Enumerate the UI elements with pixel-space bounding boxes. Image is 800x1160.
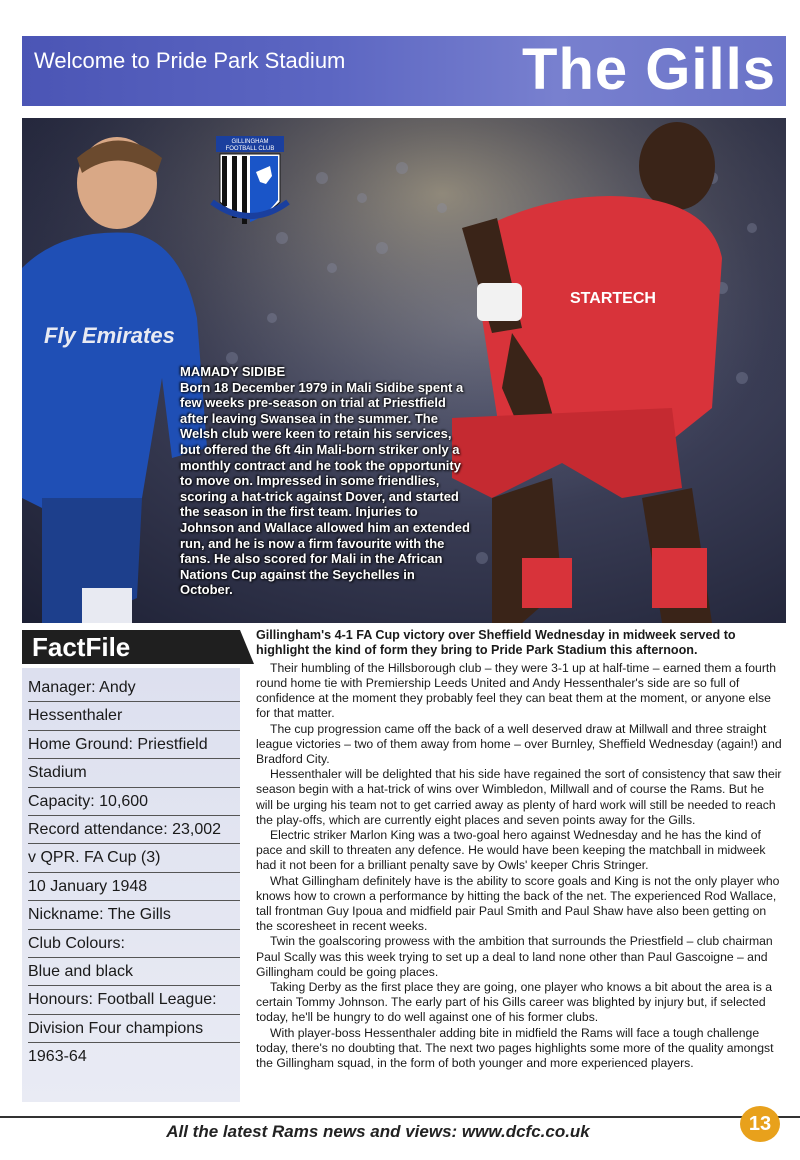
caption-player-name: MAMADY SIDIBE	[180, 364, 286, 379]
footer-rule	[0, 1116, 800, 1118]
article-paragraph: What Gillingham definitely have is the ability to score goals and King is not the only player who knows how to crown a performance by hitting the back of the net. The experienced Rod Wallace, tall frontman Guy Ipoua and midfield pair Paul Smith and Paul Shaw have also been getting on the scoresheet in recent weeks.	[256, 873, 780, 934]
article-paragraph: Electric striker Marlon King was a two-goal hero against Wednesday and he has the kind of pace and skill to threaten any defence. He would have been keeping the matchball in midweek had it not been for a brilliant penalty save by Owls' keeper Chris Stringer.	[256, 828, 766, 873]
right-shirt-sponsor: STARTECH	[570, 290, 656, 307]
article-paragraph: Their humbling of the Hillsborough club – they were 3-1 up at half-time – earned them a fourth round home tie with Premiership Leeds United and Andy Hessenthaler's side are so full of confidence at the moment they probably feel they can beat them at the moment, or anyone else for that matter.	[256, 660, 777, 721]
page-number-badge: 13	[740, 1106, 780, 1142]
factfile-line: Stadium	[28, 759, 240, 787]
header-banner	[22, 36, 786, 106]
factfile-line: Capacity: 10,600	[28, 788, 240, 816]
gillingham-crest-icon	[210, 132, 290, 242]
caption-text: Born 18 December 1979 in Mali Sidibe spent a few weeks pre-season on trial at Priestfield after leaving Swansea in the summer. The Welsh club were keen to retain his services, but offered the 6ft 4in Mali-born striker only a monthly contract and he took the opportunity to move on. Impressed in some friendlies, scoring a hat-trick against Dover, and started the season in the first team. Injuries to Johnson and Wallace allowed him an extended run, and he is now a firm favourite with the fans. He also scored for Mali in the African Nations Cup against the Seychelles in October.	[180, 379, 470, 598]
match-photo	[22, 118, 786, 623]
svg-text:GILLINGHAM: GILLINGHAM	[231, 139, 269, 145]
article-paragraph: The cup progression came off the back of a well deserved draw at Millwall and three straight league victories – two of them away from home – over Burnley, Sheffield Wednesday (again!) and Bradford City.	[256, 721, 782, 767]
article-paragraph: Hessenthaler will be delighted that his side have regained the sort of consistency that saw their season begin with a hat-trick of wins over Wimbledon, Millwall and of course the Rams. But he will be urging his team not to get carried away as plenty of hard work will still be needed to reach the play-offs, which are currently eight places and seven points away for the Gills.	[256, 767, 782, 827]
footer-text: All the latest Rams news and views: www.dcfc.co.uk	[166, 1122, 590, 1141]
article-paragraph: With player-boss Hessenthaler adding bite in midfield the Rams will face a tough challenge today, there's no doubting that. The next two pages highlights some more of the quality amongst the Gillingham squad, in the form of both younger and more experienced players.	[256, 1025, 774, 1071]
photo-caption	[180, 364, 470, 598]
factfile-line: Record attendance: 23,002	[28, 816, 240, 844]
article-intro: Gillingham's 4-1 FA Cup victory over Sheffield Wednesday in midweek served to highlight the kind of form they bring to Pride Park Stadium this afternoon.	[256, 628, 736, 658]
article-paragraph: Taking Derby as the first place they are going, one player who knows a bit about the area is a certain Tommy Johnson. The early part of his Gills career was blighted by injury but, if selected today, he'll be hungry to do well against one of his former clubs.	[256, 980, 773, 1025]
factfile-line: Blue and black	[28, 958, 240, 986]
factfile-body	[22, 668, 240, 1102]
article-body	[256, 628, 784, 1071]
factfile-line: Home Ground: Priestfield	[28, 731, 240, 759]
svg-text:FOOTBALL CLUB: FOOTBALL CLUB	[225, 146, 275, 152]
factfile-line: v QPR. FA Cup (3)	[28, 844, 240, 872]
factfile-line: Club Colours:	[28, 930, 240, 958]
factfile-box	[22, 630, 240, 1102]
factfile-line: 1963-64	[28, 1048, 87, 1066]
factfile-line: 10 January 1948	[28, 873, 240, 901]
factfile-line: Nickname: The Gills	[28, 901, 240, 929]
banner-title: The Gills	[522, 37, 776, 102]
banner-subtitle: Welcome to Pride Park Stadium	[34, 48, 346, 73]
factfile-line: Honours: Football League:	[28, 986, 240, 1014]
factfile-line: Hessenthaler	[28, 702, 240, 730]
left-shirt-sponsor: Fly Emirates	[44, 323, 175, 348]
factfile-line: Division Four champions	[28, 1015, 240, 1043]
article-paragraph: Twin the goalscoring prowess with the ambition that surrounds the Priestfield – club chairman Paul Scally was this week trying to set up a deal to land none other than Paul Gascoigne – and Gillingham could be going places.	[256, 934, 773, 979]
factfile-heading: FactFile	[22, 630, 240, 664]
factfile-line: Manager: Andy	[28, 674, 240, 702]
